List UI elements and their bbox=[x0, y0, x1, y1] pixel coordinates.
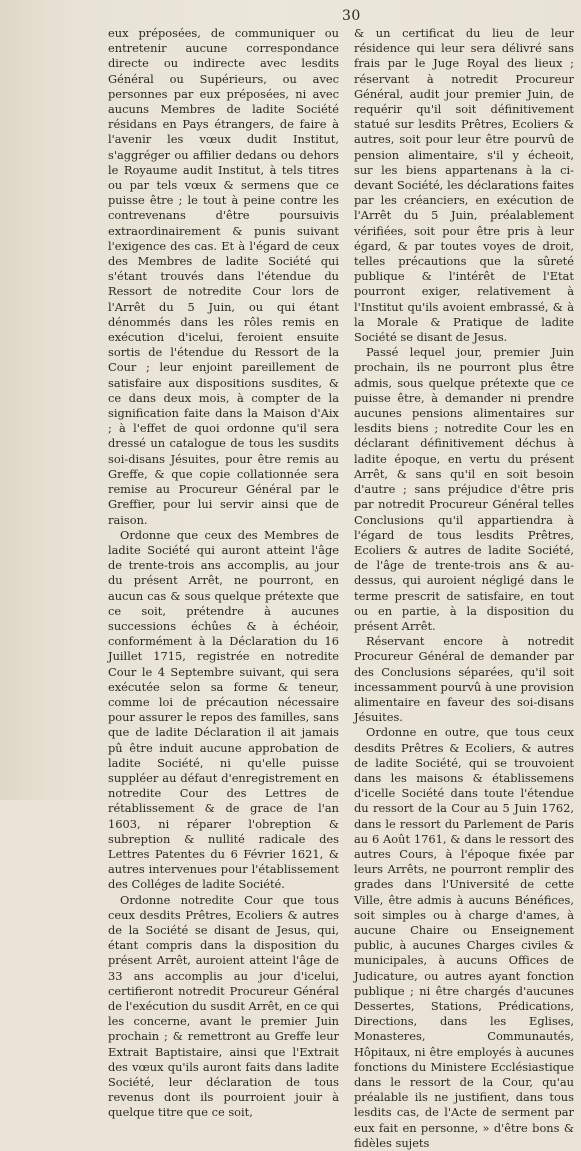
right-column bbox=[354, 26, 574, 1151]
left-paragraph-3: Ordonne notredite Cour que tous ceux desdits Prêtres, Ecoliers & autres de la Société se disant de Jesus, qui, étant compris dans la disposition du présent Arrêt, auroient atteint l'âge de 33 ans accomplis au jour d'icelui, certifieront notredit Procureur Général de l'exécution du susdit Arrêt, en ce qui les concerne, avant le premier Juin prochain ; & remettront au Greffe leur Extrait Baptistaire, ainsi que l'Extrait des vœux qu'ils auront faits dans ladite Société, leur déclaration de tous revenus dont ils pourroient jouir à quelque titre que ce soit, bbox=[108, 892, 339, 1120]
left-column bbox=[108, 26, 339, 1121]
page-number: 30 bbox=[342, 8, 361, 24]
page-gutter-shading bbox=[0, 0, 70, 800]
right-paragraph-3: Réservant encore à notredit Procureur Général de demander par des Conclusions séparées, qu'il soit incessamment pourvû à une provision alimentaire en faveur des soi-disans Jésuites. bbox=[354, 634, 574, 725]
right-paragraph-4: Ordonne en outre, que tous ceux desdits Prêtres & Ecoliers, & autres de ladite Société, qui se trouvoient dans les maisons & établissemens d'icelle Société dans toute l'étendue du ressort de la Cour au 5 Juin 1762, dans le ressort du Parlement de Paris au 6 Août 1761, & dans le ressort des autres Cours, à l'époque fixée par leurs Arrêts, ne pourront remplir des grades dans l'Université de cette Ville, être admis à aucuns Bénéfices, soit simples ou à charge d'ames, à aucune Chaire ou Enseignement public, à aucunes Charges civiles & municipales, à aucuns Offices de Judicature, ou autres ayant fonction publique ; ni être chargés d'aucunes Dessertes, Stations, Prédications, Directions, dans les Eglises, Monasteres, Communautés, Hôpitaux, ni être employés à aucunes fonctions du Ministere Ecclésiastique dans le ressort de la Cour, qu'au préalable ils ne justifient, dans tous lesdits cas, de l'Acte de serment par eux fait en personne, » d'être bons & fidèles sujets bbox=[354, 725, 574, 1150]
left-paragraph-2: Ordonne que ceux des Membres de ladite Société qui auront atteint l'âge de trente-trois ans accomplis, au jour du présent Arrêt, ne pourront, en aucun cas & sous quelque prétexte que ce soit, prétendre à aucunes successions échûes & à échéoir, conformément à la Déclaration du 16 Juillet 1715, registrée en notredite Cour le 4 Septembre suivant, qui sera exécutée selon sa forme & teneur, comme loi de précaution nécessaire pour assurer le repos des familles, sans que de ladite Déclaration il ait jamais pû être induit aucune approbation de ladite Société, ni qu'elle puisse suppléer au défaut d'enregistrement en notredite Cour des Lettres de rétablissement & de grace de l'an 1603, ni réparer l'obreption & subreption & nullité radicale des Lettres Patentes du 6 Février 1621, & autres intervenues pour l'établissement des Colléges de ladite Société. bbox=[108, 527, 339, 892]
right-paragraph-2: Passé lequel jour, premier Juin prochain, ils ne pourront plus être admis, sous quelque prétexte que ce puisse être, à demander ni prendre aucunes pensions alimentaires sur lesdits biens ; notredite Cour les en déclarant définitivement déchus à ladite époque, en vertu du présent Arrêt, & sans qu'il en soit besoin d'autre ; sans préjudice d'être pris par notredit Procureur Général telles Conclusions qu'il appartiendra à l'égard de tous lesdits Prêtres, Ecoliers & autres de ladite Société, de l'âge de trente-trois ans & au-dessus, qui auroient négligé dans le terme prescrit de satisfaire, en tout ou en partie, à la disposition du présent Arrêt. bbox=[354, 345, 574, 633]
left-paragraph-1: eux préposées, de communiquer ou entretenir aucune correspondance directe ou indirecte avec lesdits Général ou Supérieurs, ou avec personnes par eux préposées, ni avec aucuns Membres de ladite Société résidans en Pays étrangers, de faire à l'avenir les vœux dudit Institut, s'aggréger ou affilier dedans ou dehors le Royaume audit Institut, à tels titres ou par tels vœux & sermens que ce puisse être ; le tout à peine contre les contrevenans d'être poursuivis extraordinairement & punis suivant l'exigence des cas. Et à l'égard de ceux des Membres de ladite Société qui s'étant trouvés dans l'étendue du Ressort de notredite Cour lors de l'Arrêt du 5 Juin, ou qui étant dénommés dans les rôles remis en exécution d'icelui, feroient ensuite sortis de l'étendue du Ressort de la Cour ; leur enjoint pareillement de satisfaire aux dispositions susdites, & ce dans deux mois, à compter de la signification faite dans la Maison d'Aix ; à l'effet de quoi ordonne qu'il sera dressé un catalogue de tous les susdits soi-disans Jésuites, pour être remis au Greffe, & que copie collationnée sera remise au Procureur Général par le Greffier, pour lui servir ainsi que de raison. bbox=[108, 26, 339, 527]
right-paragraph-1: & un certificat du lieu de leur résidence qui leur sera délivré sans frais par le Juge Royal des lieux ; réservant à notredit Procureur Général, audit jour premier Juin, de requérir qu'il soit définitivement statué sur lesdits Prêtres, Ecoliers & autres, soit pour leur être pourvû de pension alimentaire, s'il y écheoit, sur les biens appartenans à la ci-devant Société, les déclarations faites par les créanciers, en exécution de l'Arrêt du 5 Juin, préalablement vérifiées, soit pour être pris à leur égard, & par toutes voyes de droit, telles précautions que la sûreté publique & l'intérêt de l'Etat pourront exiger, relativement à l'Institut qu'ils avoient embrassé, & à la Morale & Pratique de ladite Société se disant de Jesus. bbox=[354, 26, 574, 345]
